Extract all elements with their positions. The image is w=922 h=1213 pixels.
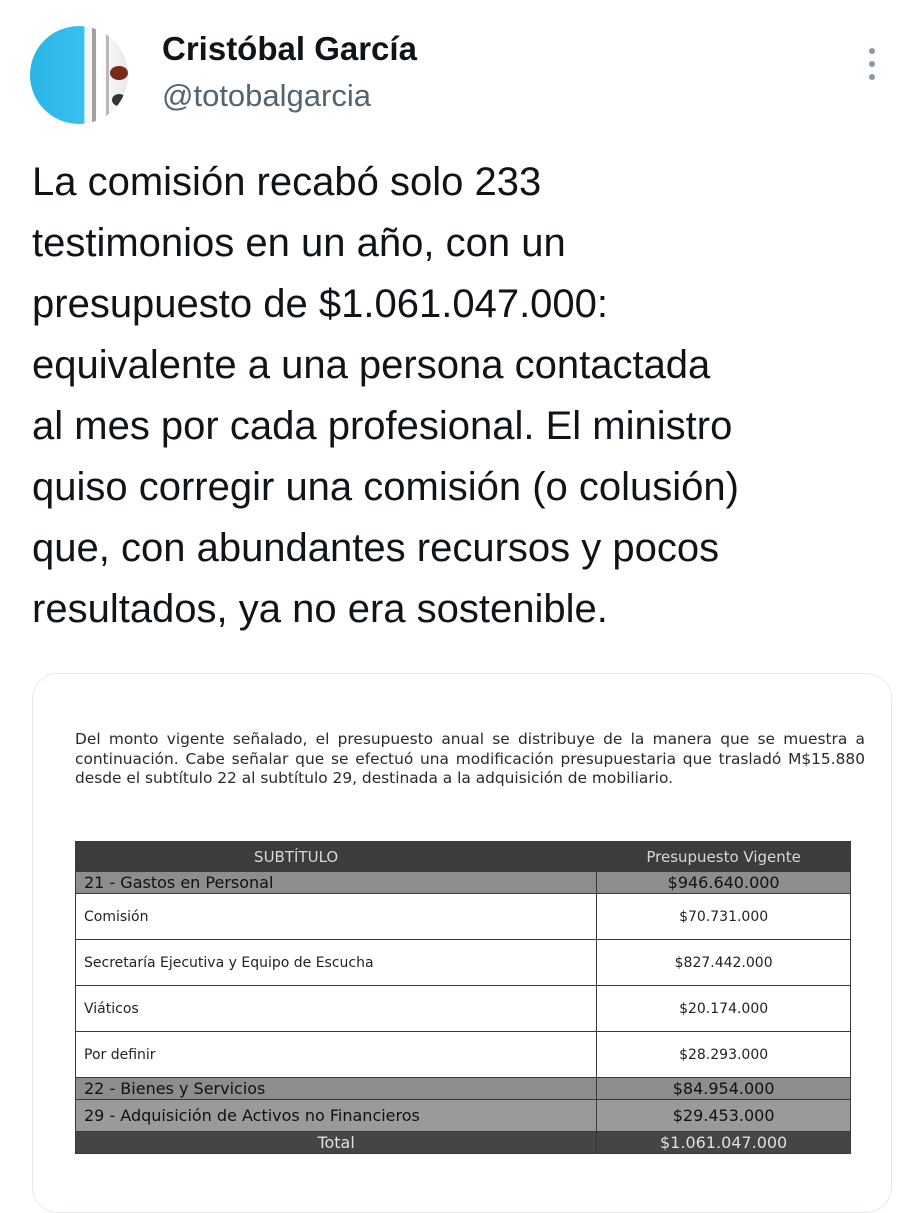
table-row	[76, 986, 851, 1032]
author-handle[interactable]: @totobalgarcia	[162, 78, 371, 113]
avatar[interactable]	[30, 26, 128, 124]
row-label: Por definir	[76, 1032, 597, 1078]
avatar-detail	[112, 94, 126, 106]
avatar-detail	[92, 26, 96, 124]
author-display-name[interactable]: Cristóbal García	[162, 30, 417, 67]
row-value: $20.174.000	[597, 986, 851, 1032]
row-value: $84.954.000	[597, 1078, 851, 1100]
table-row	[76, 940, 851, 986]
total-label: Total	[76, 1132, 597, 1154]
row-value: $827.442.000	[597, 940, 851, 986]
table-row	[76, 1078, 851, 1100]
more-vertical-icon[interactable]	[856, 44, 888, 84]
more-dot	[869, 61, 875, 67]
table-header-row	[76, 842, 851, 872]
budget-table	[75, 841, 851, 1154]
table-row	[76, 1032, 851, 1078]
table-total-row	[76, 1132, 851, 1154]
row-label: Viáticos	[76, 986, 597, 1032]
avatar-detail	[110, 66, 128, 80]
row-label: Secretaría Ejecutiva y Equipo de Escucha	[76, 940, 597, 986]
table-header-cell: Presupuesto Vigente	[597, 842, 851, 872]
row-value: $29.453.000	[597, 1100, 851, 1132]
document-paragraph: Del monto vigente señalado, el presupuesto anual se distribuye de la manera que se muestra a continuación. Cabe señalar que se efectuó una modificación presupuestaria que trasladó M$15.880 desde el subtítulo 22 al subtítulo 29, destinada a la adquisición de mobiliario.	[75, 730, 865, 787]
more-dot	[869, 48, 875, 54]
row-label: 29 - Adquisición de Activos no Financieros	[76, 1100, 597, 1132]
table-row	[76, 1100, 851, 1132]
row-label: 22 - Bienes y Servicios	[76, 1078, 597, 1100]
row-value: $28.293.000	[597, 1032, 851, 1078]
row-label: 21 - Gastos en Personal	[76, 872, 597, 894]
tweet-text: La comisión recabó solo 233 testimonios en un año, con un presupuesto de $1.061.047.000: equivalente a una persona contactada al mes por cada profesional. El ministro quiso corregir una comisión (o colusión) que, con abundantes recursos y pocos resultados, ya no era sostenible.	[32, 160, 739, 631]
row-label: Comisión	[76, 894, 597, 940]
tweet-header	[0, 0, 922, 140]
table-row	[76, 872, 851, 894]
total-value: $1.061.047.000	[597, 1132, 851, 1154]
more-dot	[869, 74, 875, 80]
avatar-detail	[106, 26, 109, 124]
tweet-media-image[interactable]	[32, 673, 892, 1213]
row-value: $70.731.000	[597, 894, 851, 940]
table-row	[76, 894, 851, 940]
row-value: $946.640.000	[597, 872, 851, 894]
table-header-cell: SUBTÍTULO	[76, 842, 597, 872]
